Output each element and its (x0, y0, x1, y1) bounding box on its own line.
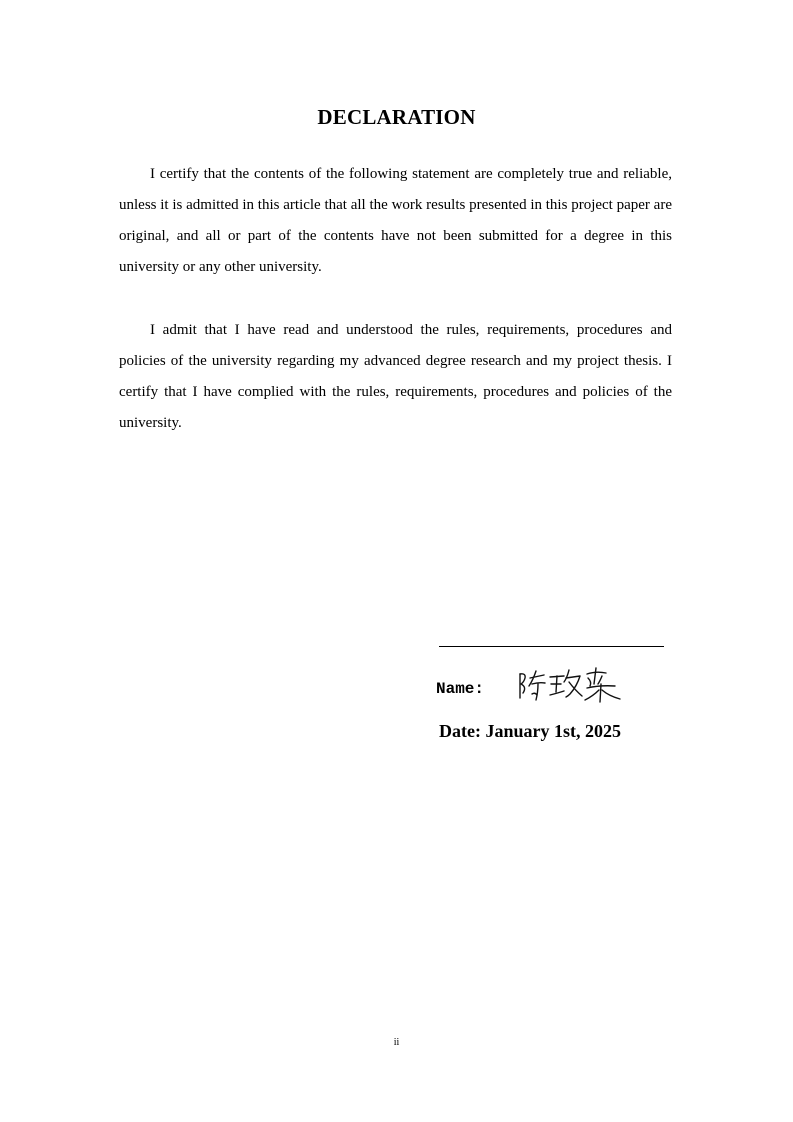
declaration-paragraph-2: I admit that I have read and understood the rules, requirements, procedures and policies of the university regarding my advanced degree research and my project thesis. I certify that I have complied with the rules, requirements, procedures and policies of the university. (119, 322, 672, 431)
signature-line (439, 646, 664, 647)
page-title: DECLARATION (317, 105, 476, 129)
declaration-paragraph-1: I certify that the contents of the following statement are completely true and reliable, unless it is admitted in this article that all the work results presented in this project paper are original, and all or part of the contents have not been submitted for a degree in this university or any other university. (119, 166, 672, 275)
signature-date: Date: January 1st, 2025 (439, 721, 621, 741)
page-number: ii (393, 1037, 400, 1048)
name-label: Name: (436, 680, 485, 698)
handwritten-signature (514, 662, 624, 704)
